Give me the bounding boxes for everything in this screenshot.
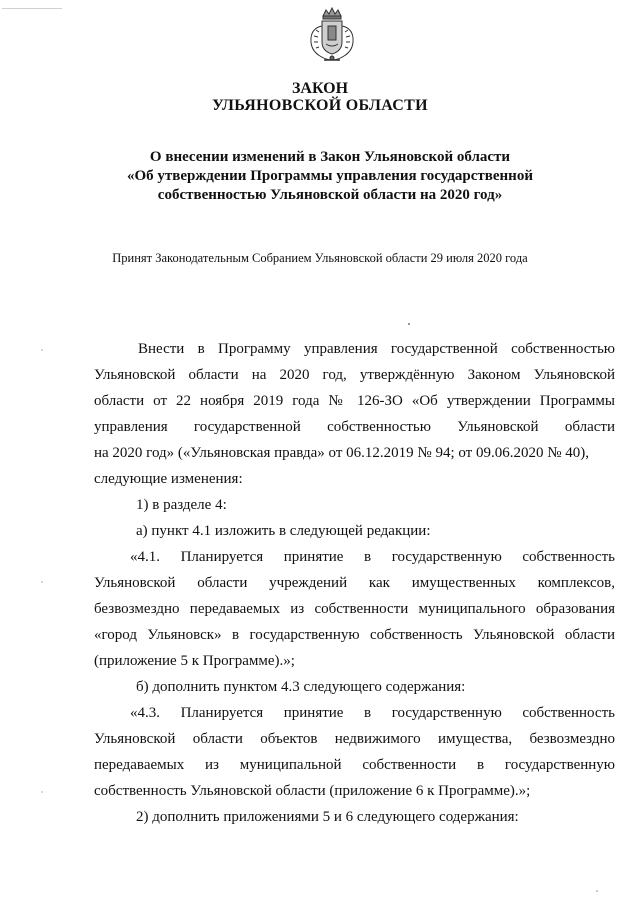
region-title: УЛЬЯНОВСКОЙ ОБЛАСТИ	[212, 97, 428, 114]
body-line: 2) дополнить приложениями 5 и 6 следующего содержания:	[136, 809, 519, 825]
body-line: на 2020 год» («Ульяновская правда» от 06.12.2019 № 94; от 09.06.2020 № 40),	[94, 445, 590, 461]
scan-dot	[41, 349, 43, 351]
scan-dot	[596, 890, 598, 892]
law-body	[94, 336, 615, 830]
body-line: б) дополнить пунктом 4.3 следующего содержания:	[136, 679, 466, 695]
subject-line: «Об утверждении Программы управления государственной	[127, 168, 533, 184]
body-line: Ульяновской области учреждений как имущественных комплексов,	[94, 575, 615, 591]
body-line: управления государственной собственностью Ульяновской области	[94, 419, 615, 435]
body-line: 1) в разделе 4:	[136, 497, 227, 513]
body-line: области от 22 ноября 2019 года № 126-ЗО «Об утверждении Программы	[94, 393, 615, 409]
body-line: следующие изменения:	[94, 471, 243, 487]
subject-line: собственностью Ульяновской области на 2020 год»	[157, 187, 503, 203]
body-line: передаваемых из муниципальной собственности в государственную	[94, 757, 615, 773]
body-line: «город Ульяновск» в государственную собственность Ульяновской области	[94, 627, 615, 643]
scan-dot	[408, 323, 410, 325]
scan-artifact	[2, 8, 62, 9]
body-line: а) пункт 4.1 изложить в следующей редакции:	[136, 523, 431, 539]
body-line: Ульяновской области на 2020 год, утверждённую Законом Ульяновской	[94, 367, 615, 383]
body-line: «4.3. Планируется принятие в государственную собственность	[130, 705, 615, 721]
body-line: Внести в Программу управления государственной собственностью	[138, 341, 615, 357]
scan-dot	[41, 581, 43, 583]
scan-dot	[41, 791, 43, 793]
body-line: (приложение 5 к Программе).»;	[94, 653, 295, 669]
law-title: ЗАКОН	[291, 80, 349, 97]
law-subject	[60, 148, 600, 205]
body-line: Ульяновской области объектов недвижимого имущества, безвозмездно	[94, 731, 615, 747]
subject-line: О внесении изменений в Закон Ульяновской области	[149, 149, 511, 165]
adoption-note: Принят Законодательным Собранием Ульяновской области 29 июля 2020 года	[112, 251, 528, 265]
body-line: собственность Ульяновской области (приложение 6 к Программе).»;	[94, 783, 531, 799]
body-line: «4.1. Планируется принятие в государственную собственность	[130, 549, 615, 565]
body-line: безвозмездно передаваемых из собственности муниципального образования	[94, 601, 615, 617]
ulyanovsk-coat-of-arms-icon	[306, 6, 358, 68]
